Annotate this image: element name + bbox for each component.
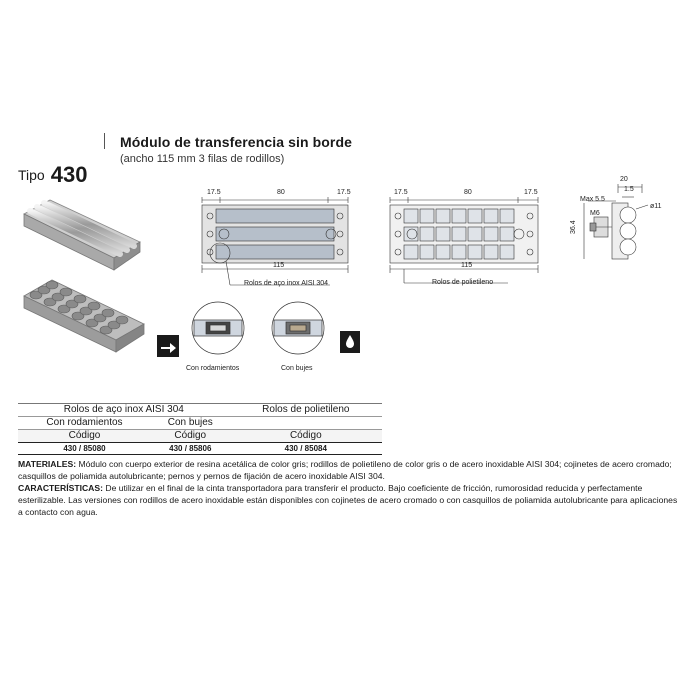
- code-table: [18, 403, 382, 455]
- table-col-code: Código: [230, 430, 382, 443]
- side-view-drawing: [580, 183, 660, 263]
- dim-bolt: M6: [590, 210, 600, 217]
- materials-text: Módulo con cuerpo exterior de resina acetálica de color gris; rodillos de polietileno de color gris o de acero inoxidable AISI 304; cojinetes de acero cromado; casquillos de poliamida autolubricante; pernos y pernos de fijación de acero inoxidable AISI 304.: [18, 459, 672, 481]
- dim-center-1: 80: [277, 189, 285, 196]
- features-label: CARACTERÍSTICAS:: [18, 483, 103, 493]
- table-row: [18, 404, 382, 417]
- tipo-number: 430: [50, 162, 88, 187]
- detail-bearing-label: Con rodamientos: [186, 365, 240, 372]
- tipo-heading: [18, 162, 87, 188]
- dim-right-1: 17.5: [337, 189, 351, 196]
- materials-label: MATERIALES:: [18, 459, 77, 469]
- table-col-code: Código: [18, 430, 151, 443]
- page-subtitle: (ancho 115 mm 3 filas de rodillos): [120, 153, 285, 165]
- water-drop-icon: [340, 331, 360, 353]
- dim-width: 20: [620, 176, 628, 183]
- callout-polyethylene-rollers: Rolos de polietileno: [432, 279, 494, 286]
- dim-diameter: ø11: [650, 203, 662, 210]
- product-photo-steel-rollers: [22, 196, 142, 274]
- dim-right-2: 17.5: [524, 189, 538, 196]
- product-photo-polyethylene-rollers: [22, 276, 147, 356]
- dim-center-2: 80: [464, 189, 472, 196]
- table-row: [18, 417, 382, 430]
- table-code-cell: 430 / 85080: [18, 443, 151, 455]
- detail-bushing-label: Con bujes: [281, 365, 313, 372]
- table-group-steel: Rolos de aço inox AISI 304: [18, 404, 230, 417]
- tipo-label: Tipo: [18, 167, 45, 183]
- table-group-polyethylene: Rolos de polietileno: [230, 404, 382, 417]
- dim-left-2: 17.5: [394, 189, 408, 196]
- table-row: [18, 443, 382, 455]
- dim-total-2: 115: [461, 262, 473, 269]
- table-code-cell: 430 / 85084: [230, 443, 382, 455]
- callout-steel-rollers: Rolos de aço inox AISI 304: [244, 280, 329, 287]
- dim-max: Max 5.5: [580, 196, 605, 203]
- dim-offset: 1.5: [624, 186, 634, 193]
- page-title: Módulo de transferencia sin borde: [120, 134, 353, 150]
- dim-total-1: 115: [273, 262, 285, 269]
- table-col-code: Código: [151, 430, 230, 443]
- dim-height: 36.4: [570, 220, 577, 234]
- table-row: [18, 430, 382, 443]
- detail-views: [184, 298, 334, 368]
- conveyor-transfer-icon: [157, 335, 179, 357]
- table-sub-bushing: Con bujes: [151, 417, 230, 430]
- features-paragraph: [18, 482, 683, 518]
- features-text: De utilizar en el final de la cinta transportadora para transferir el producto. Bajo coeficiente de fricción, rumorosidad reducida y perfectamente esterilizable. Las versiones con rodillos de acero inoxidable están disponibles con cojinetes de acero cromado o con casquillos de poliamida autolubricante para aplicaciones a contacto con agua.: [18, 483, 678, 517]
- title-divider: [104, 133, 105, 149]
- description-block: [18, 458, 683, 518]
- materials-paragraph: [18, 458, 683, 482]
- dim-left-1: 17.5: [207, 189, 221, 196]
- table-code-cell: 430 / 85806: [151, 443, 230, 455]
- table-sub-bearing: Con rodamientos: [18, 417, 151, 430]
